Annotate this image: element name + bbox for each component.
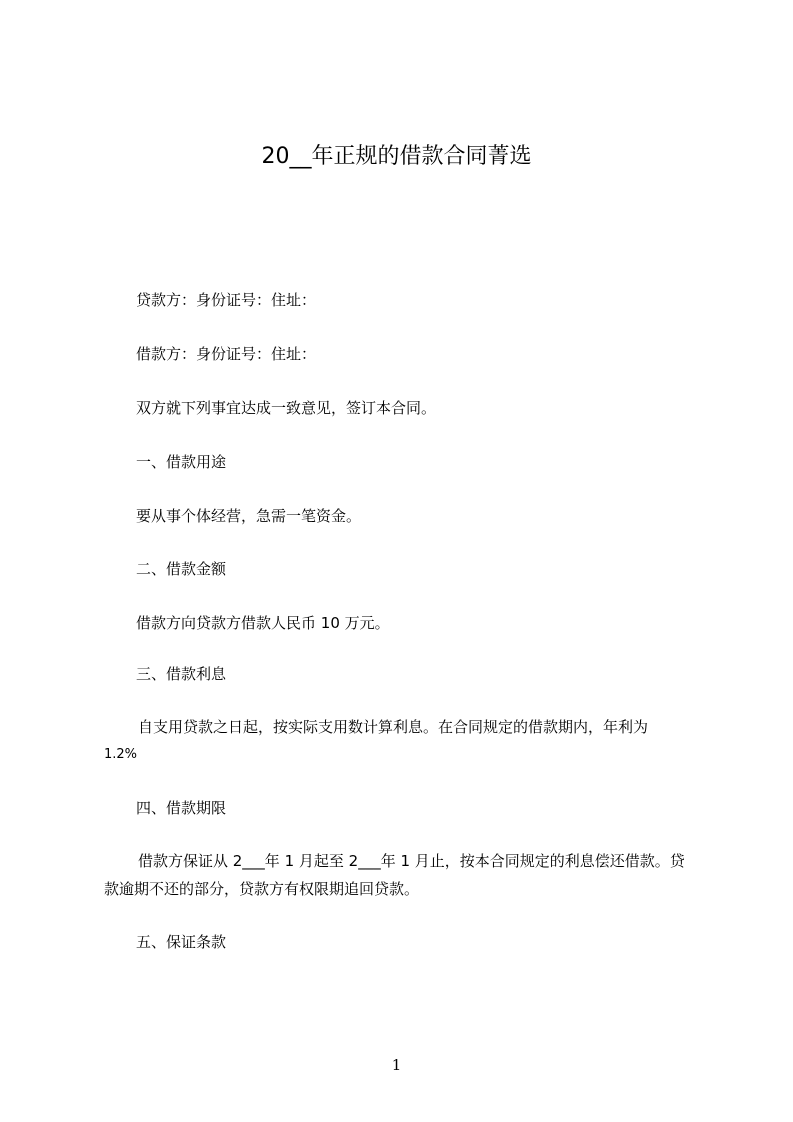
- section-body-interest-line-2: 1.2%: [104, 747, 138, 762]
- section-heading-interest: 三、借款利息: [136, 665, 227, 683]
- lender-info-line: 贷款方：身份证号：住址：: [136, 291, 317, 309]
- section-heading-amount: 二、借款金额: [136, 560, 227, 578]
- section-heading-purpose: 一、借款用途: [136, 453, 227, 471]
- section-body-term-line-1: 借款方保证从 2___年 1 月起至 2___年 1 月止，按本合同规定的利息偿还借款。贷: [138, 852, 685, 870]
- section-body-interest-line-1: 自支用贷款之日起，按实际支用数计算利息。在合同规定的借款期内，年利为: [138, 718, 649, 736]
- section-body-interest: [104, 713, 716, 769]
- section-heading-guarantee: 五、保证条款: [136, 933, 227, 951]
- document-title: 20__年正规的借款合同菁选: [261, 144, 532, 169]
- section-heading-term: 四、借款期限: [136, 799, 227, 817]
- agreement-intro: 双方就下列事宜达成一致意见，签订本合同。: [136, 399, 437, 417]
- section-body-term: [104, 847, 716, 903]
- page-number: 1: [391, 1056, 402, 1074]
- borrower-info-line: 借款方：身份证号：住址：: [136, 345, 317, 363]
- section-body-purpose: 要从事个体经营，急需一笔资金。: [136, 507, 362, 525]
- section-body-amount: 借款方向贷款方借款人民币 10 万元。: [136, 614, 390, 632]
- section-body-term-line-2: 款逾期不还的部分，贷款方有权限期追回贷款。: [104, 880, 420, 898]
